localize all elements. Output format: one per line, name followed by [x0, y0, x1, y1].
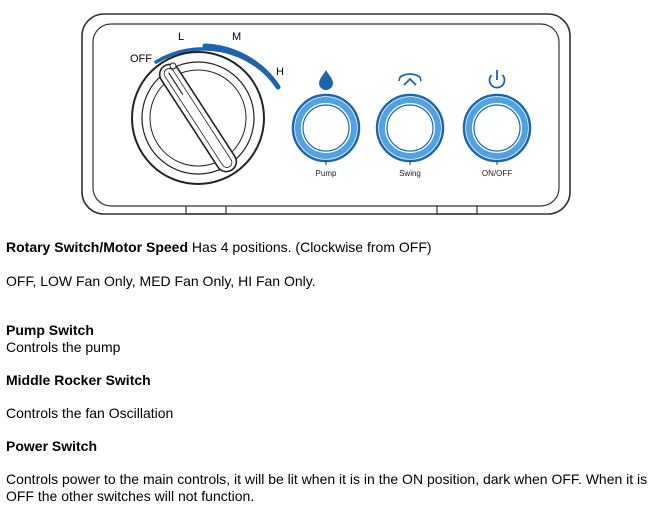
- power-heading: Power Switch: [6, 438, 98, 454]
- knob-indicator-dot: [170, 63, 176, 69]
- pump-desc: Controls the pump: [6, 339, 121, 355]
- knob-label-high: H: [276, 66, 284, 78]
- rotary-positions: OFF, LOW Fan Only, MED Fan Only, HI Fan Only.: [6, 273, 316, 289]
- rotary-speed-knob[interactable]: [132, 52, 264, 184]
- middle-desc: Controls the fan Oscillation: [6, 405, 174, 421]
- button-label: Pump: [315, 169, 337, 178]
- button-label: ON/OFF: [481, 169, 513, 178]
- knob-label-off: OFF: [130, 53, 152, 65]
- control-panel-diagram: [0, 0, 661, 230]
- knob-label-med: M: [232, 31, 242, 43]
- middle-heading: Middle Rocker Switch: [6, 372, 151, 388]
- rotary-heading: Rotary Switch/Motor Speed: [6, 239, 189, 255]
- power-desc: Controls power to the main controls, it will be lit when it is in the ON position, dark when OFF. When it is OFF the other switches will not function.: [6, 471, 648, 504]
- pump-heading: Pump Switch: [6, 322, 94, 338]
- rotary-desc: Has 4 positions. (Clockwise from OFF): [188, 239, 432, 255]
- knob-label-low: L: [178, 31, 185, 43]
- button-label: Swing: [399, 169, 421, 178]
- rotary-line: [6, 239, 432, 256]
